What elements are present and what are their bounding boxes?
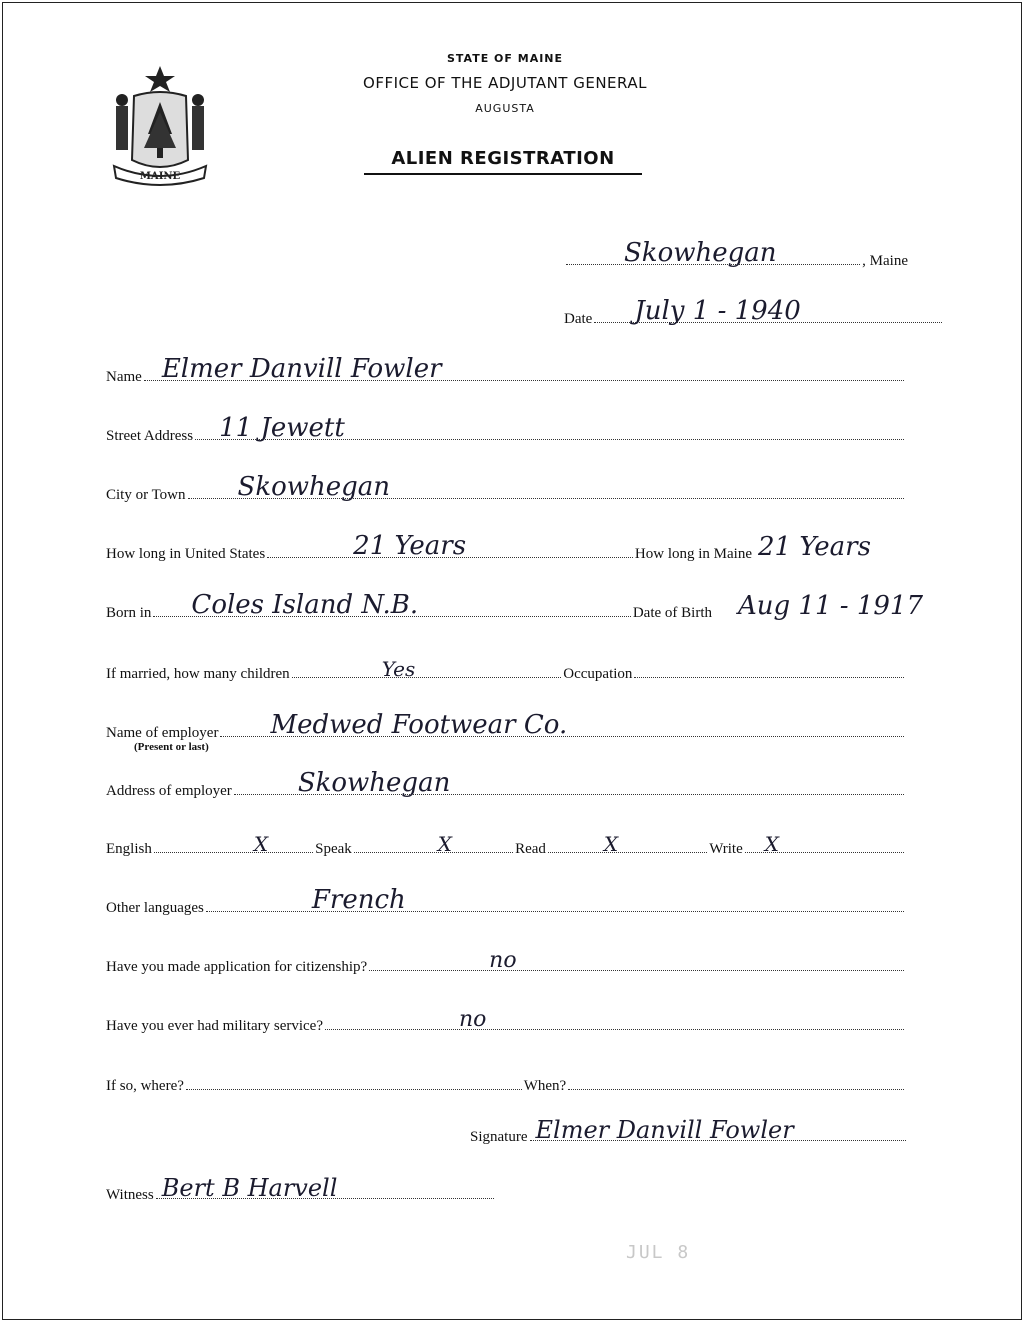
employer-row <box>106 710 906 748</box>
signature-value[interactable]: Elmer Danvill Fowler <box>535 1116 794 1144</box>
read-label: Read <box>515 841 546 857</box>
document-border <box>2 2 1022 1320</box>
other-languages-value[interactable]: French <box>311 885 406 915</box>
maine-value[interactable]: 21 Years <box>758 532 871 562</box>
employer-address-value[interactable]: Skowhegan <box>297 768 451 798</box>
other-languages-row <box>106 885 906 923</box>
write-value[interactable]: X <box>764 832 779 856</box>
us-label: How long in United States <box>106 546 266 562</box>
citizenship-row <box>106 948 906 982</box>
employer-address-row <box>106 768 906 806</box>
employer-value[interactable]: Medwed Footwear Co. <box>270 710 568 740</box>
citizenship-value[interactable]: no <box>489 948 517 973</box>
residence-row <box>106 531 906 569</box>
town-label: , Maine <box>862 253 908 269</box>
english-row <box>106 832 906 864</box>
dob-value[interactable]: Aug 11 - 1917 <box>738 591 923 621</box>
children-label: If married, how many children <box>106 666 290 682</box>
city-row <box>106 472 906 510</box>
witness-label: Witness <box>106 1187 154 1203</box>
signature-label: Signature <box>470 1129 528 1145</box>
speak-value[interactable]: X <box>437 832 453 856</box>
street-value[interactable]: 11 Jewett <box>219 413 345 443</box>
citizenship-label: Have you made application for citizenship? <box>106 959 368 975</box>
us-value[interactable]: 21 Years <box>353 531 467 561</box>
signature-row <box>470 1116 908 1152</box>
date-label: Date <box>564 311 593 327</box>
other-languages-label: Other languages <box>106 900 204 916</box>
born-value[interactable]: Coles Island N.B. <box>191 590 419 620</box>
date-row <box>564 296 944 334</box>
state-heading: STATE OF MAINE <box>446 52 564 65</box>
city-heading: AUGUSTA <box>475 102 535 115</box>
birth-row <box>106 590 923 628</box>
children-row <box>106 657 906 689</box>
date-value[interactable]: July 1 - 1940 <box>634 296 801 326</box>
witness-row <box>106 1174 496 1210</box>
name-label: Name <box>106 369 142 385</box>
military-row <box>106 1007 906 1041</box>
write-label: Write <box>709 841 743 857</box>
form-title: ALIEN REGISTRATION <box>364 148 642 175</box>
where-label: If so, where? <box>106 1078 184 1094</box>
seal-text: MAINE <box>139 171 181 182</box>
occupation-label: Occupation <box>563 666 633 682</box>
street-label: Street Address <box>106 428 194 444</box>
where-value[interactable] <box>186 1075 522 1090</box>
town-row <box>564 238 908 276</box>
employer-label: Name of employer <box>106 725 219 741</box>
children-value[interactable]: Yes <box>381 657 416 681</box>
when-value[interactable] <box>568 1075 904 1090</box>
when-label: When? <box>523 1078 567 1094</box>
speak-label: Speak <box>315 841 352 857</box>
state-seal-icon <box>104 62 216 190</box>
employer-address-label: Address of employer <box>106 783 232 799</box>
read-value[interactable]: X <box>603 832 619 856</box>
where-when-row <box>106 1075 906 1101</box>
dob-label: Date of Birth <box>632 605 712 621</box>
employer-sub-label: (Present or last) <box>134 741 209 753</box>
city-label: City or Town <box>106 487 186 503</box>
maine-label: How long in Maine <box>634 546 752 562</box>
military-label: Have you ever had military service? <box>106 1018 323 1034</box>
military-value[interactable]: no <box>459 1007 487 1032</box>
street-row <box>106 413 906 451</box>
witness-value[interactable]: Bert B Harvell <box>161 1174 338 1202</box>
english-label: English <box>106 841 152 857</box>
name-value[interactable]: Elmer Danvill Fowler <box>161 354 442 384</box>
city-value[interactable]: Skowhegan <box>237 472 391 502</box>
english-value[interactable]: X <box>253 832 269 856</box>
name-row <box>106 354 906 392</box>
office-heading: OFFICE OF THE ADJUTANT GENERAL <box>363 74 647 92</box>
occupation-value[interactable] <box>634 663 904 678</box>
received-stamp: JUL 8 <box>626 1242 691 1263</box>
born-label: Born in <box>106 605 152 621</box>
town-value[interactable]: Skowhegan <box>624 238 777 268</box>
